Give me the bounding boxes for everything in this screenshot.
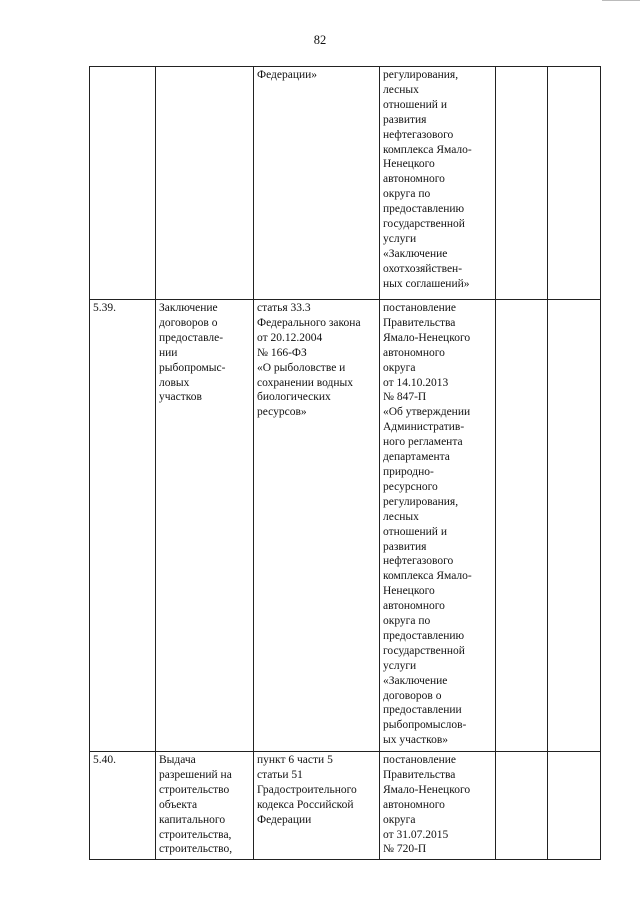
cell-text-line: «Заключение — [383, 247, 448, 260]
cell-text-line: «Заключение — [383, 674, 448, 687]
cell-text-line: ресурсного — [383, 480, 438, 493]
cell-service-name — [156, 300, 254, 752]
cell-text-line: № 720-П — [383, 843, 427, 856]
cell-text-line: разрешений на — [159, 768, 232, 781]
table-row — [90, 67, 601, 300]
cell-text-line: развития — [383, 113, 427, 126]
cell-text-line: отношений и — [383, 525, 447, 538]
cell-text-line: статьи 51 — [257, 768, 303, 781]
cell-number: 5.39. — [90, 300, 156, 752]
cell-text-line: рыбопромыслов- — [383, 719, 467, 732]
cell-legal-basis — [254, 752, 380, 860]
cell-text-line: предоставле- — [159, 331, 224, 344]
cell-text-line: нефтегазового — [383, 128, 454, 141]
cell-text-line: постановление — [383, 302, 457, 314]
cell-text-line: Федерации» — [257, 69, 318, 81]
cell-number — [90, 67, 156, 300]
cell-text-line: строительство — [159, 783, 230, 796]
cell-empty — [496, 300, 548, 752]
cell-text-line: капитального — [159, 813, 226, 826]
cell-text-line: Заключение — [159, 302, 218, 314]
cell-text-line: «О рыболовстве и — [257, 361, 346, 374]
cell-text-line: государственной — [383, 644, 465, 657]
cell-text-line: предоставлению — [383, 203, 465, 216]
cell-text-line: Административ- — [383, 421, 465, 434]
cell-text-line: Градостроительного — [257, 783, 357, 796]
cell-text-line: № 166-ФЗ — [257, 346, 307, 359]
cell-text-line: биологических — [257, 391, 331, 404]
cell-text-line: нии — [159, 346, 178, 359]
cell-number: 5.40. — [90, 752, 156, 860]
scan-edge-mark — [602, 0, 640, 9]
cell-text-line: Ненецкого — [383, 585, 435, 598]
cell-text-line: предоставлении — [383, 704, 462, 717]
cell-text-line: ресурсов» — [257, 406, 307, 419]
cell-text-line: пункт 6 части 5 — [257, 754, 333, 766]
cell-text-line: ного регламента — [383, 436, 463, 449]
cell-text-line: договоров о — [159, 316, 218, 329]
cell-text-line: строительство, — [159, 843, 233, 856]
cell-text-line: отношений и — [383, 98, 447, 111]
cell-service-name — [156, 67, 254, 300]
cell-text-line: Выдача — [159, 754, 196, 766]
cell-text-line: от 31.07.2015 — [383, 828, 449, 841]
cell-text-line: Ямало-Ненецкого — [383, 331, 471, 344]
cell-text-line: автономного — [383, 173, 445, 186]
cell-text-line: регулирования, — [383, 69, 459, 81]
cell-text-line: кодекса Российской — [257, 798, 354, 811]
cell-text-line: постановление — [383, 754, 457, 766]
cell-text-line: сохранении водных — [257, 376, 354, 389]
cell-text-line: Правительства — [383, 768, 456, 781]
cell-text-line: № 847-П — [383, 391, 427, 404]
cell-text-line: регулирования, — [383, 495, 459, 508]
cell-text-line: Правительства — [383, 316, 456, 329]
cell-text-line: Федерации — [257, 813, 312, 826]
cell-empty — [548, 300, 601, 752]
cell-text-line: автономного — [383, 346, 445, 359]
cell-text-line: округа — [383, 813, 416, 826]
cell-empty — [496, 752, 548, 860]
cell-legal-basis — [254, 300, 380, 752]
cell-text-line: от 14.10.2013 — [383, 376, 449, 389]
cell-text-line: от 20.12.2004 — [257, 331, 323, 344]
page-number: 82 — [313, 33, 327, 47]
cell-empty — [496, 67, 548, 300]
cell-text-line: природно- — [383, 465, 434, 478]
cell-text-line: ных соглашений» — [383, 277, 470, 290]
cell-text-line: статья 33.3 — [257, 302, 311, 314]
cell-text-line: округа по — [383, 188, 431, 201]
cell-text-line: округа — [383, 361, 416, 374]
cell-text-line: лесных — [383, 510, 419, 523]
table-row — [90, 752, 601, 860]
cell-text-line: округа по — [383, 615, 431, 628]
cell-text-line: участков — [159, 391, 202, 404]
cell-text-line: лесных — [383, 83, 419, 96]
cell-text-line: автономного — [383, 798, 445, 811]
cell-regulation-act — [380, 752, 496, 860]
cell-text-line: «Об утверждении — [383, 406, 471, 419]
cell-text-line: строительства, — [159, 828, 232, 841]
cell-text-line: департамента — [383, 451, 450, 464]
cell-regulation-act — [380, 67, 496, 300]
cell-text-line: развития — [383, 540, 427, 553]
cell-legal-basis — [254, 67, 380, 300]
cell-empty — [548, 752, 601, 860]
cell-text-line: охотхозяйствен- — [383, 262, 463, 275]
cell-text-line: договоров о — [383, 689, 442, 702]
cell-text-line: комплекса Ямало- — [383, 570, 472, 583]
cell-text-line: услуги — [383, 232, 417, 245]
cell-text-line: Ненецкого — [383, 158, 435, 171]
cell-service-name — [156, 752, 254, 860]
cell-text-line: автономного — [383, 600, 445, 613]
cell-text-line: услуги — [383, 659, 417, 672]
cell-text-line: нефтегазового — [383, 555, 454, 568]
regulation-table — [89, 66, 601, 860]
cell-regulation-act — [380, 300, 496, 752]
cell-text-line: рыбопромыс- — [159, 361, 226, 374]
cell-text-line: ловых — [159, 376, 190, 389]
cell-text-line: предоставлению — [383, 629, 465, 642]
cell-text-line: ых участков» — [383, 734, 449, 747]
cell-text-line: государственной — [383, 218, 465, 231]
cell-text-line: объекта — [159, 798, 198, 811]
cell-text-line: Ямало-Ненецкого — [383, 783, 471, 796]
cell-text-line: комплекса Ямало- — [383, 143, 472, 156]
cell-text-line: Федерального закона — [257, 316, 361, 329]
table-row — [90, 300, 601, 752]
table-body — [90, 67, 601, 860]
cell-empty — [548, 67, 601, 300]
